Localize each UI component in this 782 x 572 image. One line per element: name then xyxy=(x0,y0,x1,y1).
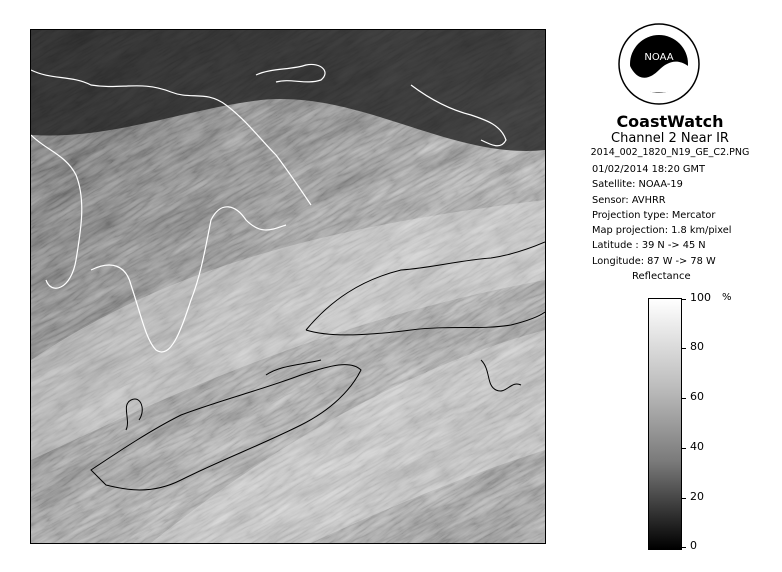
satellite-label: Satellite: NOAA-19 xyxy=(592,179,683,191)
scale-tick-label: 60 xyxy=(690,390,704,403)
scale-unit: % xyxy=(722,292,732,303)
channel-subtitle: Channel 2 Near IR xyxy=(611,131,729,146)
satellite-map[interactable] xyxy=(30,29,546,544)
satellite-image xyxy=(31,30,545,543)
filename-label: 2014_002_1820_N19_GE_C2.PNG xyxy=(590,147,750,158)
scale-tick xyxy=(681,498,686,499)
scale-tick xyxy=(681,299,686,300)
scale-tick xyxy=(681,448,686,449)
scale-tick-label: 100 xyxy=(690,291,711,304)
metadata-block xyxy=(592,162,732,269)
scale-tick xyxy=(681,348,686,349)
scale-tick-label: 40 xyxy=(690,440,704,453)
sensor-label: Sensor: AVHRR xyxy=(592,194,666,206)
scale-tick-label: 80 xyxy=(690,340,704,353)
noaa-logo xyxy=(617,22,701,106)
scale-tick xyxy=(681,398,686,399)
datetime-label: 01/02/2014 18:20 GMT xyxy=(592,164,705,175)
scale-tick xyxy=(681,547,686,548)
info-panel xyxy=(560,110,780,158)
product-title: CoastWatch xyxy=(616,112,724,131)
logo-agency-text: NOAA xyxy=(644,52,674,63)
projection-type-label: Projection type: Mercator xyxy=(592,209,716,221)
scale-title: Reflectance xyxy=(632,271,691,282)
map-projection-label: Map projection: 1.8 km/pixel xyxy=(592,225,732,237)
longitude-label: Longitude: 87 W -> 78 W xyxy=(592,255,716,267)
scale-tick-label: 0 xyxy=(690,539,697,552)
reflectance-colorbar xyxy=(648,298,682,550)
scale-tick-label: 20 xyxy=(690,490,704,503)
latitude-label: Latitude : 39 N -> 45 N xyxy=(592,240,706,252)
